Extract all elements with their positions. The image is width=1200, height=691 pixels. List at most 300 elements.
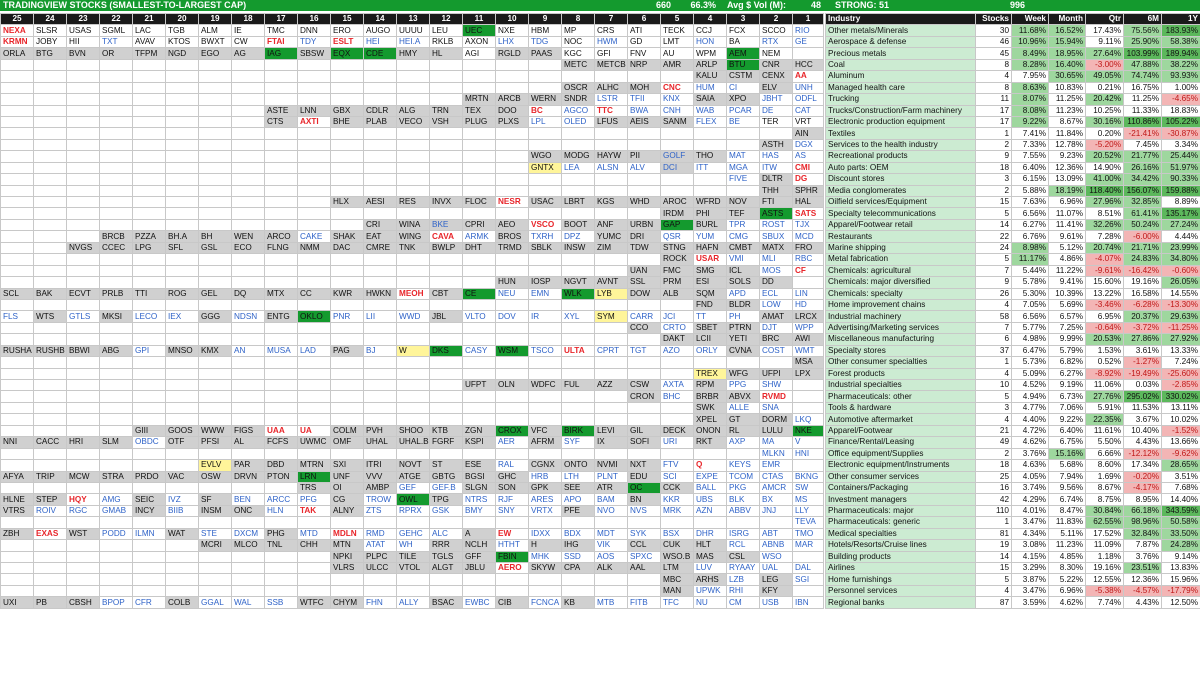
ticker-cell[interactable]: OI [331, 482, 364, 493]
ticker-cell[interactable]: HNI [793, 448, 824, 459]
ticker-cell[interactable]: AMAT [760, 311, 793, 322]
ticker-cell[interactable]: PLPC [364, 551, 397, 562]
ticker-cell[interactable]: CCEC [100, 242, 133, 253]
ticker-cell[interactable]: ST [430, 460, 463, 471]
ticker-cell[interactable]: BDX [562, 528, 595, 539]
ticker-cell[interactable]: SSL [628, 277, 661, 288]
ticker-cell[interactable]: PII [628, 151, 661, 162]
ticker-cell[interactable]: WPP [793, 322, 824, 333]
ticker-cell[interactable]: LRCX [793, 311, 824, 322]
ticker-cell[interactable]: CDLR [364, 105, 397, 116]
ticker-cell[interactable]: GTLS [67, 311, 100, 322]
ticker-cell[interactable]: ITRI [364, 460, 397, 471]
industry-row[interactable] [826, 448, 1200, 459]
ticker-cell[interactable]: SYF [562, 437, 595, 448]
ticker-cell[interactable]: UNH [793, 82, 824, 93]
ticker-cell[interactable]: UWMC [298, 437, 331, 448]
ticker-cell[interactable]: TREX [694, 368, 727, 379]
ticker-cell[interactable]: RBC [793, 254, 824, 265]
ticker-cell[interactable]: COST [760, 345, 793, 356]
ticker-cell[interactable]: BSX [661, 528, 694, 539]
ticker-cell[interactable]: DG [793, 174, 824, 185]
ticker-cell[interactable]: ASTH [760, 139, 793, 150]
industry-column-header[interactable]: Stocks [976, 14, 1012, 25]
ticker-cell[interactable]: RTX [760, 36, 793, 47]
ticker-cell[interactable]: BHC [661, 391, 694, 402]
ticker-cell[interactable]: WEN [232, 231, 265, 242]
column-header[interactable]: 1 [793, 14, 824, 25]
ticker-cell[interactable]: CAKE [298, 231, 331, 242]
ticker-cell[interactable]: AMR [661, 59, 694, 70]
ticker-cell[interactable]: RYAAY [727, 563, 760, 574]
ticker-cell[interactable]: EMN [529, 288, 562, 299]
ticker-cell[interactable]: CVNA [727, 345, 760, 356]
ticker-cell[interactable]: BE [727, 116, 760, 127]
ticker-cell[interactable]: NGD [166, 48, 199, 59]
ticker-cell[interactable]: ISRG [727, 528, 760, 539]
ticker-cell[interactable]: DECK [661, 425, 694, 436]
ticker-cell[interactable]: ALK [595, 563, 628, 574]
ticker-cell[interactable]: DE [760, 105, 793, 116]
ticker-cell[interactable]: ALV [628, 162, 661, 173]
ticker-cell[interactable]: RPM [694, 380, 727, 391]
ticker-cell[interactable]: PB [34, 597, 67, 608]
ticker-cell[interactable]: ALG [397, 105, 430, 116]
ticker-cell[interactable]: BRCB [100, 231, 133, 242]
ticker-cell[interactable]: RL [727, 425, 760, 436]
ticker-cell[interactable]: ZIM [595, 242, 628, 253]
ticker-cell[interactable]: ASTS [760, 208, 793, 219]
ticker-cell[interactable]: BWLP [430, 242, 463, 253]
ticker-cell[interactable]: KSPI [463, 437, 496, 448]
ticker-cell[interactable]: CSTM [727, 71, 760, 82]
ticker-cell[interactable]: CIB [496, 597, 529, 608]
ticker-cell[interactable]: GPI [133, 345, 166, 356]
ticker-cell[interactable]: GOLF [661, 151, 694, 162]
ticker-cell[interactable]: IBN [793, 597, 824, 608]
column-header[interactable]: 13 [397, 14, 430, 25]
ticker-cell[interactable]: ESI [694, 277, 727, 288]
ticker-cell[interactable]: CCO [628, 322, 661, 333]
ticker-cell[interactable]: BLK [727, 494, 760, 505]
industry-row[interactable] [826, 139, 1200, 150]
ticker-cell[interactable]: IDXX [529, 528, 562, 539]
ticker-cell[interactable]: CBSH [67, 597, 100, 608]
ticker-cell[interactable]: KGC [562, 48, 595, 59]
ticker-cell[interactable]: CENX [760, 71, 793, 82]
ticker-cell[interactable]: IRDM [661, 208, 694, 219]
ticker-cell[interactable]: SSD [562, 551, 595, 562]
ticker-cell[interactable]: FTI [760, 197, 793, 208]
ticker-cell[interactable]: SHOO [397, 425, 430, 436]
ticker-cell[interactable]: UA [298, 425, 331, 436]
ticker-cell[interactable]: APO [562, 494, 595, 505]
ticker-cell[interactable]: USAC [529, 197, 562, 208]
industry-row[interactable] [826, 334, 1200, 345]
ticker-cell[interactable]: DHT [463, 242, 496, 253]
ticker-cell[interactable]: PLAB [364, 116, 397, 127]
ticker-cell[interactable]: UFPI [760, 368, 793, 379]
ticker-cell[interactable]: DJT [760, 322, 793, 333]
ticker-cell[interactable]: LII [364, 311, 397, 322]
ticker-cell[interactable]: FLS [1, 311, 34, 322]
ticker-cell[interactable]: AER [496, 437, 529, 448]
ticker-cell[interactable]: APD [727, 288, 760, 299]
ticker-cell[interactable]: INSW [562, 242, 595, 253]
column-header[interactable]: 19 [199, 14, 232, 25]
column-header[interactable]: 18 [232, 14, 265, 25]
ticker-cell[interactable]: BMY [463, 505, 496, 516]
ticker-cell[interactable]: KEYS [727, 460, 760, 471]
ticker-cell[interactable]: AWI [793, 334, 824, 345]
industry-row[interactable] [826, 219, 1200, 230]
ticker-cell[interactable]: METC [562, 59, 595, 70]
industry-row[interactable] [826, 471, 1200, 482]
ticker-cell[interactable]: MSA [793, 357, 824, 368]
ticker-cell[interactable]: TXT [100, 36, 133, 47]
ticker-cell[interactable]: ALB [661, 288, 694, 299]
ticker-cell[interactable]: TRN [430, 105, 463, 116]
ticker-cell[interactable]: SBSW [298, 48, 331, 59]
ticker-cell[interactable]: FCNCA [529, 597, 562, 608]
ticker-cell[interactable]: AMG [100, 494, 133, 505]
ticker-cell[interactable]: ABG [100, 345, 133, 356]
ticker-cell[interactable]: TFC [661, 597, 694, 608]
ticker-cell[interactable]: CNR [760, 59, 793, 70]
ticker-cell[interactable]: RGC [67, 505, 100, 516]
ticker-cell[interactable]: KGS [595, 197, 628, 208]
ticker-cell[interactable]: MOS [760, 265, 793, 276]
ticker-cell[interactable]: XYL [562, 311, 595, 322]
ticker-cell[interactable]: TGT [628, 345, 661, 356]
ticker-cell[interactable]: SWK [694, 402, 727, 413]
ticker-cell[interactable]: ORLA [1, 48, 34, 59]
ticker-cell[interactable]: TRIP [34, 471, 67, 482]
ticker-cell[interactable]: USAS [67, 25, 100, 36]
ticker-cell[interactable]: BLDR [727, 299, 760, 310]
ticker-cell[interactable]: FUL [562, 380, 595, 391]
ticker-cell[interactable]: FGRF [430, 437, 463, 448]
ticker-cell[interactable]: GBX [331, 105, 364, 116]
ticker-cell[interactable]: NVO [595, 505, 628, 516]
ticker-cell[interactable]: DHR [694, 528, 727, 539]
column-header[interactable]: 16 [298, 14, 331, 25]
ticker-cell[interactable]: LYB [595, 288, 628, 299]
ticker-cell[interactable]: ALGT [430, 563, 463, 574]
ticker-cell[interactable]: HAL [793, 197, 824, 208]
ticker-cell[interactable]: HLNE [1, 494, 34, 505]
ticker-cell[interactable]: RPRX [397, 505, 430, 516]
ticker-cell[interactable]: TFPM [133, 48, 166, 59]
ticker-cell[interactable]: AMCR [760, 482, 793, 493]
ticker-cell[interactable]: AXP [727, 437, 760, 448]
ticker-cell[interactable]: CE [463, 288, 496, 299]
ticker-cell[interactable]: LOW [760, 299, 793, 310]
ticker-cell[interactable]: WLK [562, 288, 595, 299]
ticker-cell[interactable]: PRDO [133, 471, 166, 482]
ticker-cell[interactable]: BAM [595, 494, 628, 505]
ticker-cell[interactable]: GIL [628, 425, 661, 436]
column-header[interactable]: 12 [430, 14, 463, 25]
ticker-cell[interactable]: AZO [661, 345, 694, 356]
ticker-cell[interactable]: NVS [628, 505, 661, 516]
ticker-cell[interactable]: GD [628, 36, 661, 47]
ticker-cell[interactable]: SOFI [628, 437, 661, 448]
ticker-cell[interactable]: BH [199, 231, 232, 242]
industry-row[interactable] [826, 517, 1200, 528]
ticker-cell[interactable]: OMF [331, 437, 364, 448]
ticker-cell[interactable]: CARR [628, 311, 661, 322]
ticker-cell[interactable]: URI [661, 437, 694, 448]
ticker-cell[interactable]: CCL [628, 540, 661, 551]
ticker-cell[interactable]: A [463, 528, 496, 539]
ticker-cell[interactable]: IOSP [529, 277, 562, 288]
ticker-cell[interactable]: BRBR [694, 391, 727, 402]
ticker-cell[interactable]: JBL [430, 311, 463, 322]
ticker-cell[interactable]: THO [694, 151, 727, 162]
ticker-cell[interactable]: GFI [595, 48, 628, 59]
ticker-cell[interactable]: ALM [199, 25, 232, 36]
ticker-cell[interactable]: LECO [133, 311, 166, 322]
ticker-cell[interactable]: ALNY [331, 505, 364, 516]
ticker-cell[interactable]: HWM [595, 36, 628, 47]
ticker-cell[interactable]: SQM [694, 288, 727, 299]
column-header[interactable]: 20 [166, 14, 199, 25]
ticker-cell[interactable]: KFY [760, 585, 793, 596]
ticker-cell[interactable]: V [793, 437, 824, 448]
ticker-cell[interactable]: SGML [100, 25, 133, 36]
ticker-cell[interactable]: FCX [727, 25, 760, 36]
ticker-cell[interactable]: BAK [34, 288, 67, 299]
ticker-cell[interactable]: UHAL.B [397, 437, 430, 448]
ticker-cell[interactable]: ORLY [694, 345, 727, 356]
ticker-cell[interactable]: ONON [694, 425, 727, 436]
ticker-cell[interactable]: FIVE [727, 174, 760, 185]
ticker-cell[interactable]: THH [760, 185, 793, 196]
ticker-cell[interactable]: ABBV [727, 505, 760, 516]
ticker-cell[interactable]: TROW [364, 494, 397, 505]
column-header[interactable]: 9 [529, 14, 562, 25]
column-header[interactable]: 21 [133, 14, 166, 25]
ticker-cell[interactable]: NOC [562, 36, 595, 47]
ticker-cell[interactable]: IHG [562, 540, 595, 551]
industry-column-header[interactable]: Week [1012, 14, 1049, 25]
ticker-cell[interactable]: RCL [727, 540, 760, 551]
industry-row[interactable] [826, 357, 1200, 368]
column-header[interactable]: 3 [727, 14, 760, 25]
ticker-cell[interactable]: WSO.B [661, 551, 694, 562]
ticker-cell[interactable]: MAN [661, 585, 694, 596]
ticker-cell[interactable]: DNN [298, 25, 331, 36]
ticker-cell[interactable]: BBWI [67, 345, 100, 356]
ticker-cell[interactable]: LBRT [562, 197, 595, 208]
ticker-cell[interactable]: HAS [760, 151, 793, 162]
ticker-cell[interactable]: ATGE [397, 471, 430, 482]
ticker-cell[interactable]: CDE [364, 48, 397, 59]
ticker-cell[interactable]: VFC [529, 425, 562, 436]
ticker-cell[interactable]: GHC [496, 471, 529, 482]
ticker-cell[interactable]: MODG [562, 151, 595, 162]
ticker-cell[interactable]: CNH [661, 105, 694, 116]
ticker-cell[interactable]: AAL [628, 563, 661, 574]
ticker-cell[interactable]: CGNX [529, 460, 562, 471]
ticker-cell[interactable]: FIGS [232, 425, 265, 436]
ticker-cell[interactable]: OSCR [562, 82, 595, 93]
ticker-cell[interactable]: MP [562, 25, 595, 36]
ticker-cell[interactable]: NPKI [331, 551, 364, 562]
ticker-cell[interactable]: DAL [793, 563, 824, 574]
ticker-cell[interactable]: SFL [166, 242, 199, 253]
industry-column-header[interactable]: 6M [1124, 14, 1162, 25]
ticker-cell[interactable]: WWD [397, 311, 430, 322]
ticker-cell[interactable]: INVX [430, 197, 463, 208]
ticker-cell[interactable]: RHI [727, 585, 760, 596]
ticker-cell[interactable]: LTM [661, 563, 694, 574]
ticker-cell[interactable]: LZB [727, 574, 760, 585]
ticker-cell[interactable]: SHW [760, 380, 793, 391]
ticker-cell[interactable]: WPM [694, 48, 727, 59]
ticker-cell[interactable]: ALLY [397, 597, 430, 608]
ticker-cell[interactable]: DQ [232, 288, 265, 299]
ticker-cell[interactable]: FLNG [265, 242, 298, 253]
ticker-cell[interactable]: DORM [760, 414, 793, 425]
ticker-cell[interactable]: LPL [529, 116, 562, 127]
industry-row[interactable] [826, 162, 1200, 173]
ticker-cell[interactable]: EWBC [463, 597, 496, 608]
industry-column-header[interactable]: 1Y [1162, 14, 1200, 25]
ticker-cell[interactable]: BALL [694, 482, 727, 493]
ticker-cell[interactable]: FITB [628, 597, 661, 608]
ticker-cell[interactable]: KTOS [166, 36, 199, 47]
ticker-cell[interactable]: ARCC [265, 494, 298, 505]
ticker-cell[interactable]: TTC [595, 105, 628, 116]
ticker-cell[interactable]: ZTS [364, 505, 397, 516]
ticker-cell[interactable]: NTRS [463, 494, 496, 505]
ticker-cell[interactable]: JNJ [760, 505, 793, 516]
ticker-cell[interactable]: TER [760, 116, 793, 127]
ticker-cell[interactable]: OKLO [298, 311, 331, 322]
ticker-cell[interactable]: MLCO [232, 540, 265, 551]
ticker-cell[interactable]: GAP [661, 219, 694, 230]
ticker-cell[interactable]: AGCO [562, 105, 595, 116]
ticker-cell[interactable]: MTD [298, 528, 331, 539]
ticker-cell[interactable]: ODFL [793, 94, 824, 105]
ticker-cell[interactable]: SLSR [34, 25, 67, 36]
ticker-cell[interactable]: DRVN [232, 471, 265, 482]
industry-row[interactable] [826, 597, 1200, 608]
ticker-cell[interactable]: HEI [364, 36, 397, 47]
ticker-cell[interactable]: UHAL [364, 437, 397, 448]
ticker-cell[interactable]: TILE [397, 551, 430, 562]
ticker-cell[interactable]: SEIC [133, 494, 166, 505]
industry-row[interactable] [826, 242, 1200, 253]
ticker-cell[interactable]: WINA [397, 219, 430, 230]
ticker-cell[interactable]: COLM [331, 425, 364, 436]
ticker-cell[interactable]: ARMK [463, 231, 496, 242]
ticker-cell[interactable]: ULTA [562, 345, 595, 356]
ticker-cell[interactable]: YUM [694, 231, 727, 242]
ticker-cell[interactable]: PPG [727, 380, 760, 391]
ticker-cell[interactable]: UPWK [694, 585, 727, 596]
ticker-cell[interactable]: AOS [595, 551, 628, 562]
ticker-cell[interactable]: JOBY [34, 36, 67, 47]
ticker-cell[interactable]: SBLK [529, 242, 562, 253]
industry-column-header[interactable]: Month [1049, 14, 1086, 25]
ticker-cell[interactable]: AG [232, 48, 265, 59]
ticker-cell[interactable]: GFF [463, 551, 496, 562]
ticker-cell[interactable]: VECO [397, 116, 430, 127]
ticker-cell[interactable]: AFYA [1, 471, 34, 482]
ticker-cell[interactable]: RUSHA [1, 345, 34, 356]
ticker-cell[interactable]: PFG [298, 494, 331, 505]
ticker-cell[interactable]: LEG [760, 574, 793, 585]
ticker-cell[interactable]: CHYM [331, 597, 364, 608]
ticker-cell[interactable]: TDG [529, 36, 562, 47]
ticker-cell[interactable]: MEOH [397, 288, 430, 299]
ticker-cell[interactable]: BIIB [166, 505, 199, 516]
column-header[interactable]: 22 [100, 14, 133, 25]
column-header[interactable]: 15 [331, 14, 364, 25]
ticker-cell[interactable]: TGB [166, 25, 199, 36]
ticker-cell[interactable]: BKE [430, 219, 463, 230]
ticker-cell[interactable]: BSAC [430, 597, 463, 608]
ticker-cell[interactable]: FRO [793, 242, 824, 253]
industry-row[interactable] [826, 151, 1200, 162]
ticker-cell[interactable]: MUSA [265, 345, 298, 356]
ticker-cell[interactable]: BWXT [199, 36, 232, 47]
ticker-cell[interactable]: VAC [166, 471, 199, 482]
ticker-cell[interactable]: PRM [661, 277, 694, 288]
ticker-cell[interactable]: SLM [100, 437, 133, 448]
ticker-cell[interactable]: JCI [661, 311, 694, 322]
ticker-cell[interactable]: SXI [331, 460, 364, 471]
ticker-cell[interactable]: LPG [133, 242, 166, 253]
ticker-cell[interactable]: EAT [364, 231, 397, 242]
ticker-cell[interactable]: PFSI [199, 437, 232, 448]
industry-row[interactable] [826, 563, 1200, 574]
ticker-cell[interactable]: VRTX [529, 505, 562, 516]
ticker-cell[interactable]: XPO [727, 94, 760, 105]
ticker-cell[interactable]: TECK [661, 25, 694, 36]
column-header[interactable]: 10 [496, 14, 529, 25]
ticker-cell[interactable]: FCFS [265, 437, 298, 448]
ticker-cell[interactable]: BA [727, 36, 760, 47]
ticker-cell[interactable]: CPA [562, 563, 595, 574]
industry-row[interactable] [826, 494, 1200, 505]
ticker-cell[interactable]: OSW [199, 471, 232, 482]
industry-row[interactable] [826, 277, 1200, 288]
ticker-cell[interactable]: BTU [727, 59, 760, 70]
ticker-cell[interactable]: RUSHB [34, 345, 67, 356]
ticker-cell[interactable]: UNF [331, 471, 364, 482]
ticker-cell[interactable]: ULCC [364, 563, 397, 574]
ticker-cell[interactable]: CRON [628, 391, 661, 402]
ticker-cell[interactable]: HWKN [364, 288, 397, 299]
ticker-cell[interactable]: LEVI [595, 425, 628, 436]
industry-row[interactable] [826, 551, 1200, 562]
ticker-cell[interactable]: WFRD [694, 197, 727, 208]
ticker-cell[interactable]: SCCO [760, 25, 793, 36]
ticker-cell[interactable]: BC [529, 105, 562, 116]
ticker-cell[interactable]: MS [793, 494, 824, 505]
ticker-cell[interactable]: STNG [661, 242, 694, 253]
ticker-cell[interactable]: CRI [364, 219, 397, 230]
ticker-cell[interactable]: AEM [727, 48, 760, 59]
ticker-cell[interactable]: HAYW [595, 151, 628, 162]
ticker-cell[interactable]: STE [199, 528, 232, 539]
ticker-cell[interactable]: ASTE [265, 105, 298, 116]
ticker-cell[interactable]: XPEL [694, 414, 727, 425]
